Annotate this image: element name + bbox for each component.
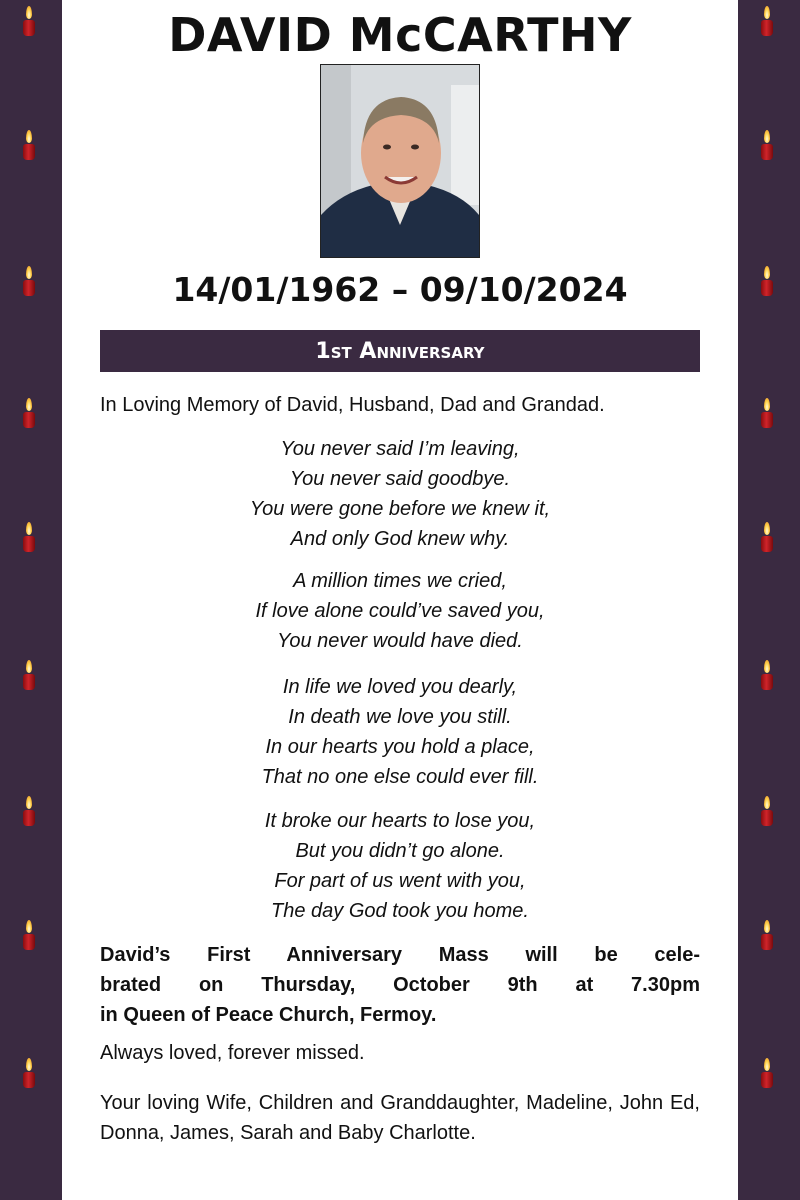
poem-line: That no one else could ever fill. xyxy=(261,766,539,788)
candle-icon xyxy=(760,6,774,38)
poem-line: It broke our hearts to lose you, xyxy=(264,810,536,832)
poem-line: If love alone could’ve saved you, xyxy=(255,600,545,622)
poem-stanza xyxy=(62,566,738,656)
candle-icon xyxy=(760,660,774,692)
portrait-photo xyxy=(320,64,480,258)
mass-line: David’s First Anniversary Mass will be cele- xyxy=(100,944,700,966)
candle-icon xyxy=(22,266,36,298)
candle-icon xyxy=(760,920,774,952)
candle-icon xyxy=(22,796,36,828)
candle-icon xyxy=(760,522,774,554)
poem-stanza xyxy=(62,434,738,554)
mass-line: in Queen of Peace Church, Fermoy. xyxy=(100,1004,437,1026)
poem-stanza xyxy=(62,672,738,792)
deceased-name: DAVID McCARTHY xyxy=(168,8,632,62)
candle-icon xyxy=(760,796,774,828)
family-text: Your loving Wife, Children and Granddaughter, Madeline, John Ed, Donna, James, Sarah and Baby Charlotte. xyxy=(100,1092,700,1144)
left-border xyxy=(0,0,62,1200)
candle-icon xyxy=(22,660,36,692)
poem-line: A million times we cried, xyxy=(293,570,507,592)
candle-icon xyxy=(760,130,774,162)
candle-icon xyxy=(760,266,774,298)
candle-icon xyxy=(22,130,36,162)
intro-text: In Loving Memory of David, Husband, Dad and Grandad. xyxy=(100,394,605,416)
poem-line: In our hearts you hold a place, xyxy=(265,736,535,758)
mass-line: brated on Thursday, October 9th at 7.30pm xyxy=(100,974,700,996)
poem-line: But you didn’t go alone. xyxy=(295,840,505,862)
memorial-card xyxy=(62,0,738,1200)
poem-line: You never said I’m leaving, xyxy=(280,438,520,460)
poem-line: For part of us went with you, xyxy=(274,870,526,892)
poem-line: And only God knew why. xyxy=(290,528,510,550)
poem-line: You never said goodbye. xyxy=(289,468,511,490)
life-dates: 14/01/1962 – 09/10/2024 xyxy=(172,270,628,309)
candle-icon xyxy=(760,1058,774,1090)
right-border xyxy=(738,0,800,1200)
missed-text: Always loved, forever missed. xyxy=(100,1042,365,1064)
anniversary-banner: 1st Anniversary xyxy=(100,330,700,372)
poem-line: In death we love you still. xyxy=(288,706,512,728)
candle-icon xyxy=(22,398,36,430)
candle-icon xyxy=(22,6,36,38)
mass-notice xyxy=(100,940,700,1030)
poem-line: You were gone before we knew it, xyxy=(249,498,551,520)
poem-line: You never would have died. xyxy=(277,630,523,652)
candle-icon xyxy=(22,1058,36,1090)
poem-stanza xyxy=(62,806,738,926)
candle-icon xyxy=(22,522,36,554)
poem-line: In life we loved you dearly, xyxy=(282,676,518,698)
candle-icon xyxy=(22,920,36,952)
candle-icon xyxy=(760,398,774,430)
poem-line: The day God took you home. xyxy=(271,900,529,922)
